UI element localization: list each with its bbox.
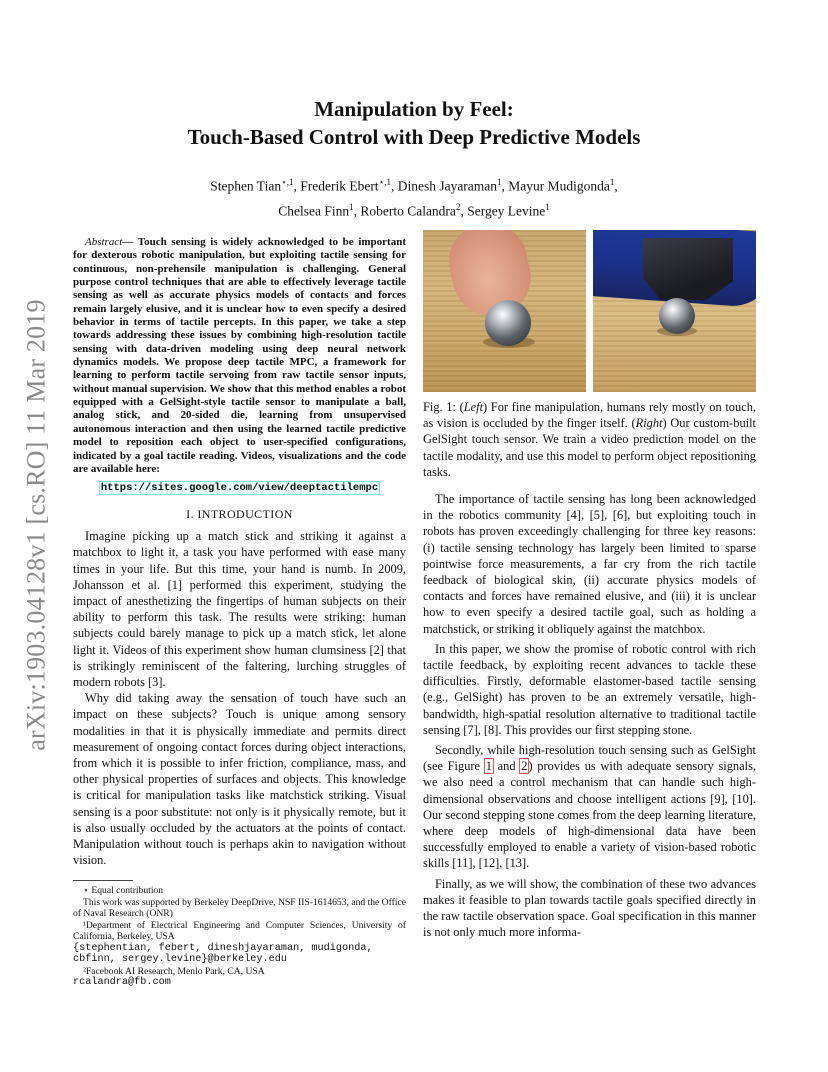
footnote-divider xyxy=(73,880,133,881)
author-list xyxy=(0,172,828,221)
author-affil: 1 xyxy=(497,177,502,187)
intro-paragraph: Imagine picking up a match stick and striking it against a matchbox to light it, a task you have performed with ease many times in your life. But this time, your hand is numb. In 2009, Johansson et al. [1] performed this experiment, studying the impact of anesthetizing the fingertips of human subjects on their ability to perform this task. The results were striking: human subjects could barely manage to pick up a match stick, let alone light it. Videos of this experiment show human clumsiness [2] that is strikingly reminiscent of the faltering, lurching struggles of modern robots [3]. xyxy=(73,529,406,690)
steel-ball xyxy=(485,300,531,346)
right-body xyxy=(423,491,756,940)
author-name: Mayur Mudigonda xyxy=(508,178,610,194)
footnote-support: This work was supported by Berkeley DeepDrive, NSF IIS-1614653, and the Office of Naval Research (ONR) xyxy=(73,896,407,920)
author-sep: , xyxy=(614,178,618,194)
body-paragraph xyxy=(423,742,756,872)
author-sep: , xyxy=(293,178,301,194)
author-sep: , xyxy=(460,203,468,218)
caption-part-1: ) For fine manipulation, humans rely mostly on touch, as vision is occluded by the finger itself. ( xyxy=(423,400,756,431)
author-affil: 1 xyxy=(349,201,354,212)
caption-part-2: ) Our custom-built GelSight touch sensor. We train a video prediction model on the tactile modality, and use this model to perform object repositioning tasks. xyxy=(423,416,756,479)
author-name: Roberto Calandra xyxy=(360,203,456,218)
author-name: Chelsea Finn xyxy=(278,203,350,218)
footnote-emails-1: {stephentian, febert, dineshjayaraman, mudigonda, cbfinn, sergey.levine}@berkeley.edu xyxy=(73,942,373,966)
intro-paragraph: Why did taking away the sensation of touch have such an impact on these subjects? Touch is unique among sensory modalities in that it is physically immediate and permits direct measurement of ongoing contact forces during object interactions, from which it is possible to infer friction, compliance, mass, and other physical properties of surfaces and objects. This knowledge is critical for manipulation tasks like matchstick striking. Visual sensing is a poor substitute: not only is it physically remote, but it is also usually occluded by the actuators at the points of contact. Manipulation without touch is perhaps akin to navigation without vision. xyxy=(73,691,406,868)
footnote-affiliation-1: ¹Department of Electrical Engineering and Computer Sciences, University of California, Berkeley, USA xyxy=(73,919,406,943)
caption-right-word: Right xyxy=(635,416,663,431)
figure-caption xyxy=(423,399,756,480)
abstract xyxy=(73,236,406,476)
finger-ball-photo xyxy=(423,230,586,392)
author-line-2 xyxy=(0,197,828,222)
author-affil: 1 xyxy=(609,177,615,187)
caption-left-word: Left xyxy=(463,400,484,414)
paragraph-text: Secondly, while high-resolution touch sensing such as GelSight (see Figure xyxy=(423,743,756,774)
author-name: Sergey Levine xyxy=(467,203,546,218)
title-line-2: Touch-Based Control with Deep Predictive Models xyxy=(187,125,641,149)
author-name: Frederik Ebert xyxy=(300,178,379,194)
figure-ref-link[interactable]: 2 xyxy=(521,759,528,774)
steel-ball xyxy=(659,298,695,334)
footnote-equal-contribution: ⋆ Equal contribution xyxy=(83,885,164,897)
figure-ref-link[interactable]: 1 xyxy=(485,759,492,774)
body-paragraph: Finally, as we will show, the combination of these two advances makes it feasible to plan towards tactile goals specified directly in the raw tactile observation space. Goal specification in this manner is not only much more informa- xyxy=(423,876,756,940)
abstract-dash: — xyxy=(122,236,138,248)
paper-title xyxy=(0,95,828,151)
author-sep: , xyxy=(390,178,398,194)
caption-prefix: Fig. 1: ( xyxy=(423,400,464,414)
footnote-emails-2: rcalandra@fb.com xyxy=(73,977,171,989)
author-sep: , xyxy=(501,178,509,194)
body-paragraph: In this paper, we show the promise of robotic control with rich tactile feedback, by exploiting recent advances to tackle these difficulties. Firstly, deformable elastomer-based tactile sensing (e.g., GelSight) has proven to be an extremely versatile, high-bandwidth, high-spatial resolution alternative to traditional tactile sensing [7], [8]. This provides our first stepping stone. xyxy=(423,641,756,737)
footnote-affiliation-2: ²Facebook AI Research, Menlo Park, CA, USA xyxy=(83,965,265,977)
section-heading: I. INTRODUCTION xyxy=(186,507,293,522)
author-name: Dinesh Jayaraman xyxy=(397,178,498,194)
paragraph-text: ) provides us with adequate sensory signals, we also need a control mechanism that can handle such high-dimensional observations and choose intelligent actions [9], [10]. Our second stepping stone comes from the deep learning literature, where deep models of high-dimensional data have been successfully employed to enable a variety of vision-based robotic skills [11], [12], [13]. xyxy=(423,759,756,871)
author-affil: 1 xyxy=(545,201,550,212)
author-line-1 xyxy=(0,172,828,197)
paragraph-text: and xyxy=(492,759,521,774)
arxiv-stamp xyxy=(22,285,52,765)
title-line-1: Manipulation by Feel: xyxy=(314,97,514,121)
author-affil: ⋆,1 xyxy=(378,177,391,187)
project-url-line xyxy=(73,477,406,495)
figure-1 xyxy=(423,230,756,392)
abstract-text: Touch sensing is widely acknowledged to be important for dexterous robotic manipulation, but exploiting tactile sensing for continuous, non-prehensile manipulation is challenging. General purpose control techniques that are able to effectively leverage tactile sensing as well as accurate physics models of contacts and forces remain largely elusive, and it is unclear how to even specify a desired behavior in terms of tactile percepts. In this paper, we take a step towards addressing these issues by combining high-resolution tactile sensing with data-driven modeling using deep neural network dynamics models. We propose deep tactile MPC, a framework for learning to perform tactile servoing from raw tactile sensor inputs, without manual supervision. We show that this method enables a robot equipped with a GelSight-style tactile sensor to manipulate a ball, analog stick, and 20-sided die, learning from unsupervised autonomous interaction and then using the learned tactile predictive model to reposition each object to user-specified configurations, indicated by a goal tactile reading. Videos, visualizations and the code are available here: xyxy=(73,236,406,475)
left-column xyxy=(73,236,406,989)
footnotes xyxy=(73,885,406,989)
gelsight-sensor-photo xyxy=(593,230,756,392)
abstract-label: Abstract xyxy=(85,236,123,248)
project-url-link[interactable]: https://sites.google.com/view/deeptactilempc xyxy=(100,482,379,495)
author-name: Stephen Tian xyxy=(210,178,282,194)
author-affil: 2 xyxy=(455,201,461,212)
author-affil: ⋆,1 xyxy=(281,177,294,187)
body-paragraph: The importance of tactile sensing has long been acknowledged in the robotics community [4], [5], [6], but exploiting touch in robots has proven exceedingly challenging for three key reasons: (i) tactile sensing technology has largely been limited to sparse pointwise force measurements, a far cry from the rich tactile feedback of biological skin, (ii) accurate physics models of contacts and forces have remained elusive, and (iii) it is unclear how to even specify a desired tactile goal, such as holding a matchstick, or striking it obliquely against the matchbox. xyxy=(423,492,756,636)
arxiv-stamp-text: arXiv:1903.04128v1 [cs.RO] 11 Mar 2019 xyxy=(22,299,51,751)
author-sep: , xyxy=(353,203,361,218)
right-column xyxy=(423,230,756,945)
